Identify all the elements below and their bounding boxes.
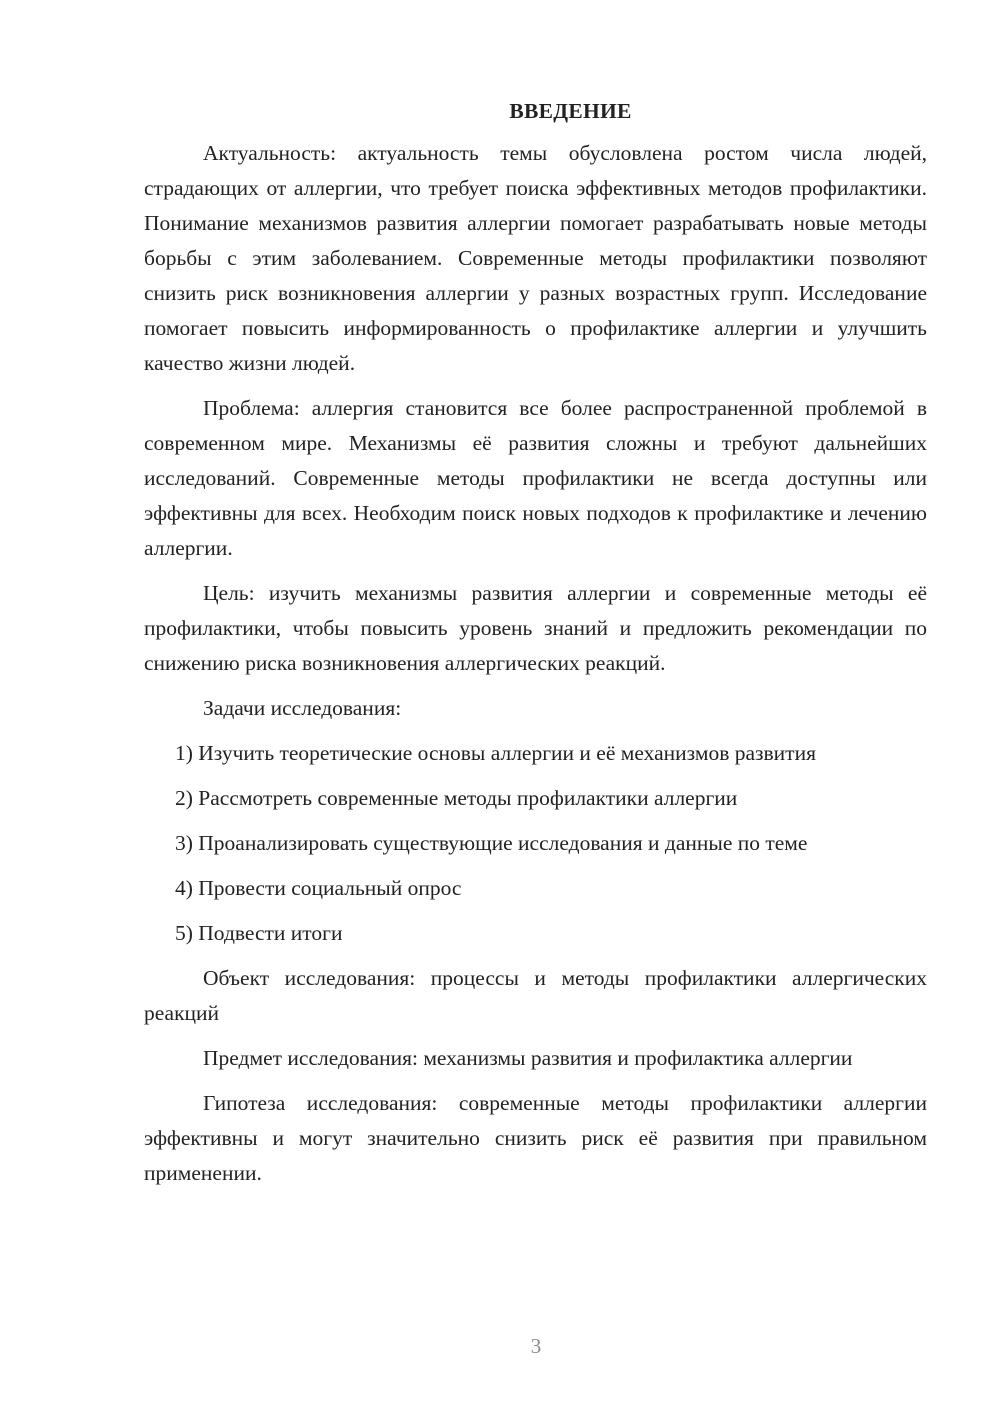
- page-number: 3: [530, 1334, 542, 1358]
- subject-paragraph: Предмет исследования: механизмы развития и профилактика аллергии: [203, 1046, 853, 1070]
- section-title: ВВЕДЕНИЕ: [509, 99, 632, 123]
- task-item: 2) Рассмотреть современные методы профилактики аллергии: [175, 786, 738, 810]
- task-item: 5) Подвести итоги: [175, 921, 343, 945]
- task-item: 3) Проанализировать существующие исследования и данные по теме: [175, 831, 808, 855]
- problem-paragraph: Проблема: аллергия становится все более распространенной проблемой в современном мире. Механизмы её развития сложны и требуют дальнейших исследований. Современные методы профилактики не всегда доступны или эффективны для всех. Необходим поиск новых подходов к профилактике и лечению аллергии.: [144, 396, 927, 560]
- goal-paragraph: Цель: изучить механизмы развития аллергии и современные методы её профилактики, чтобы повысить уровень знаний и предложить рекомендации по снижению риска возникновения аллергических реакций.: [144, 581, 927, 675]
- tasks-heading: Задачи исследования:: [203, 696, 402, 720]
- page-content: [144, 96, 927, 1191]
- hypothesis-paragraph: Гипотеза исследования: современные методы профилактики аллергии эффективны и могут значительно снизить риск её развития при правильном применении.: [144, 1091, 927, 1185]
- task-item: 4) Провести социальный опрос: [175, 876, 462, 900]
- relevance-paragraph: Актуальность: актуальность темы обусловлена ростом числа людей, страдающих от аллергии, что требует поиска эффективных методов профилактики. Понимание механизмов развития аллергии помогает разрабатывать новые методы борьбы с этим заболеванием. Современные методы профилактики позволяют снизить риск возникновения аллергии у разных возрастных групп. Исследование помогает повысить информированность о профилактике аллергии и улучшить качество жизни людей.: [144, 141, 927, 375]
- object-paragraph: Объект исследования: процессы и методы профилактики аллергических реакций: [144, 966, 927, 1025]
- task-item: 1) Изучить теоретические основы аллергии и её механизмов развития: [175, 741, 816, 765]
